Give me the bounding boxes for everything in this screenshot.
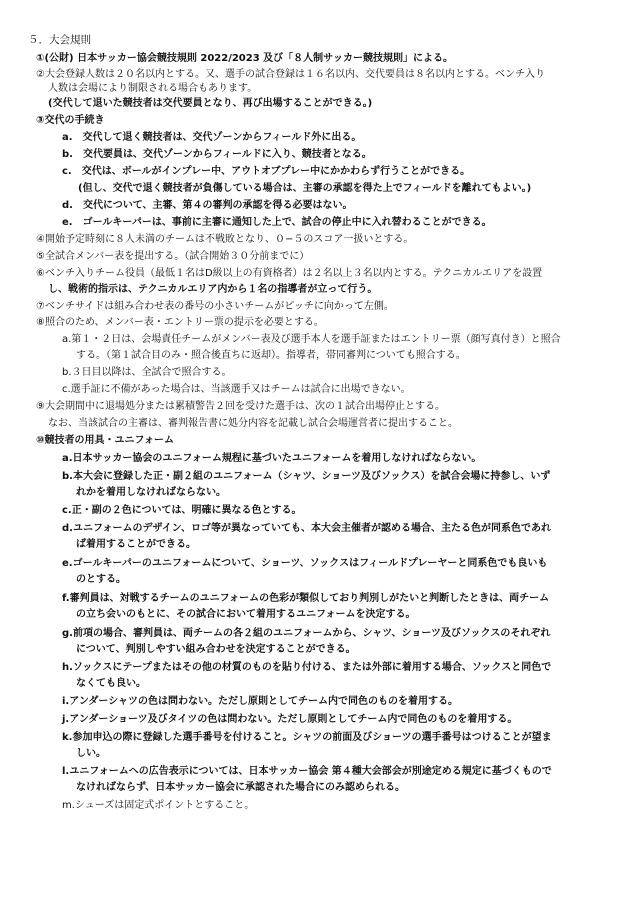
rule-line-r8a: a.第１・２日は、会場責任チームがメンバー表及び選手本人を選手証またはエントリー票（顔写真付き）と照合 [62,334,561,345]
rule-line-r10b2: れかを着用しなければならない。 [76,487,226,498]
rule-line-r10j: j.アンダーショーツ及びタイツの色は問わない。ただし原則としてチーム内で同色のものを着用する。 [62,714,518,725]
rule-line-r10f2: の立ち会いのもとに、その試合において着用するユニフォームを決定する。 [76,609,416,620]
rule-line-r10g2: について、判別しやすい組み合わせを決定することができる。 [76,644,356,655]
rule-line-r10l2: なければならず、日本サッカー協会に承認された場合にのみ認められる。 [76,782,405,793]
rule-line-r7: ⑦ベンチサイドは組み合わせ表の番号の小さいチームがピッチに向かって左側。 [36,301,394,312]
rule-line-r10k1: k.参加申込の際に登録した選手番号を付けること。シャツの前面及びショーツの選手番号はつけることが望ま [62,732,552,743]
rule-line-r10e1: e.ゴールキーパーのユニフォームについて、ショーツ、ソックスはフィールドプレーヤーと同系色でも良いも [62,558,548,569]
rule-line-r10d2: ば着用することができる。 [76,539,196,550]
rule-line-r10g1: g.前項の場合、審判員は、両チームの各２組のユニフォームから、シャツ、ショーツ及びソックスのそれぞれ [62,628,551,639]
rule-line-r10f1: f.審判員は、対戦するチームのユニフォームの色彩が類似しており判別しがたいと判断したときは、両チーム [62,593,550,604]
rule-line-r5: ⑤全試合メンバー表を提出する。（試合開始３０分前までに） [36,251,310,262]
rule-line-r3c2: (但し、交代で退く競技者が負傷している場合は、主審の承認を得た上でフィールドを離れてもよい。) [78,183,532,194]
rule-line-r8c: c.選手証に不備があった場合は、当該選手又はチームは試合に出場できない。 [62,384,411,395]
rule-line-r3: ③交代の手続き [36,115,105,126]
rule-line-r10: ⑩競技者の用具・ユニフォーム [36,435,174,446]
rule-line-r10h2: なくても良い。 [76,678,146,689]
rule-line-r10d1: d.ユニフォームのデザイン、ロゴ等が異なっていても、本大会主催者が認める場合、主たる色が同系色であれ [62,523,551,534]
rule-line-r10b1: b.本大会に登録した正・副２組のユニフォーム（シャツ、ショーツ及びソックス）を試合会場に持参し、いず [62,471,551,482]
rule-line-r10i: i.アンダーシャツの色は問わない。ただし原則としてチーム内で同色のものを着用する。 [62,696,459,707]
rule-line-r3a: a. 交代して退く競技者は、交代ゾーンからフィールド外に出る。 [62,132,362,143]
section-title: ５．大会規則 [28,34,91,46]
rule-line-r6a: ⑥ベンチ入りチーム役員（最低１名はD級以上の有資格者）は２名以上３名以内とする。テクニカルエリアを設置 [36,268,543,279]
rule-line-r10c: c.正・副の２色については、明確に異なる色とする。 [62,505,302,516]
rule-line-r1: ①(公財) 日本サッカー協会競技規則 2022/2023 及び「８人制サッカー競技規則」による。 [36,53,453,64]
rule-line-r10h1: h.ソックスにテープまたはその他の材質のものを貼り付ける、または外部に着用する場合、ソックスと同色で [62,662,552,673]
rule-line-r3d: d. 交代について、主審、第４の審判の承認を得る必要はない。 [62,200,353,211]
rule-line-r6b: し、戦術的指示は、テクニカルエリア内から１名の指導者が立って行う。 [48,284,378,295]
rule-line-r10e2: のとする。 [76,574,126,585]
rule-line-r2c: (交代して退いた競技者は交代要員となり、再び出場することができる。) [48,98,373,109]
rule-line-r8: ⑧照合のため、メンバー表・エントリー票の提示を必要とする。 [36,317,324,328]
rule-line-r10l1: l.ユニフォームへの広告表示については、日本サッカー協会 第４種大会部会が別途定める規定に基づくもので [62,766,552,777]
rule-line-r10a: a.日本サッカー協会のユニフォーム規程に基づいたユニフォームを着用しなければならない。 [62,453,482,464]
rule-line-r9a: ⑨大会期間中に退場処分または累積警告２回を受けた選手は、次の１試合出場停止とする。 [36,401,445,412]
rule-line-r10k2: しい。 [76,748,106,759]
rule-line-r8b: b.３日目以降は、全試合で照合する。 [62,367,232,378]
rule-line-r2b: 人数は会場により制限される場合もあります。 [48,83,258,94]
rule-line-r3c: c. 交代は、ボールがインプレー中、アウトオブプレー中にかかわらず行うことができる。 [62,166,471,177]
rule-line-r3b: b. 交代要員は、交代ゾーンからフィールドに入り、競技者となる。 [62,149,372,160]
rule-line-r3e: e. ゴールキーパーは、事前に主審に通知した上で、試合の停止中に入れ替わることができる。 [62,217,492,228]
rule-line-r2a: ②大会登録人数は２０名以内とする。又、選手の試合登録は１６名以内、交代要員は８名以内とする。ベンチ入り [36,69,545,80]
rule-line-r4: ④開始予定時刻に８人未満のチームは不戦敗となり、０−５のスコア一扱いとする。 [36,234,414,245]
rule-line-r9b: なお、当該試合の主審は、審判報告書に処分内容を記載し試合会場運営者に提出すること。 [48,418,458,429]
rule-line-r8a2: する。（第１試合目のみ・照合後直ちに返却）。指導者，帯同審判についても照合する。 [76,350,466,361]
rule-line-r10m: m.シューズは固定式ポイントとすること。 [62,800,255,811]
